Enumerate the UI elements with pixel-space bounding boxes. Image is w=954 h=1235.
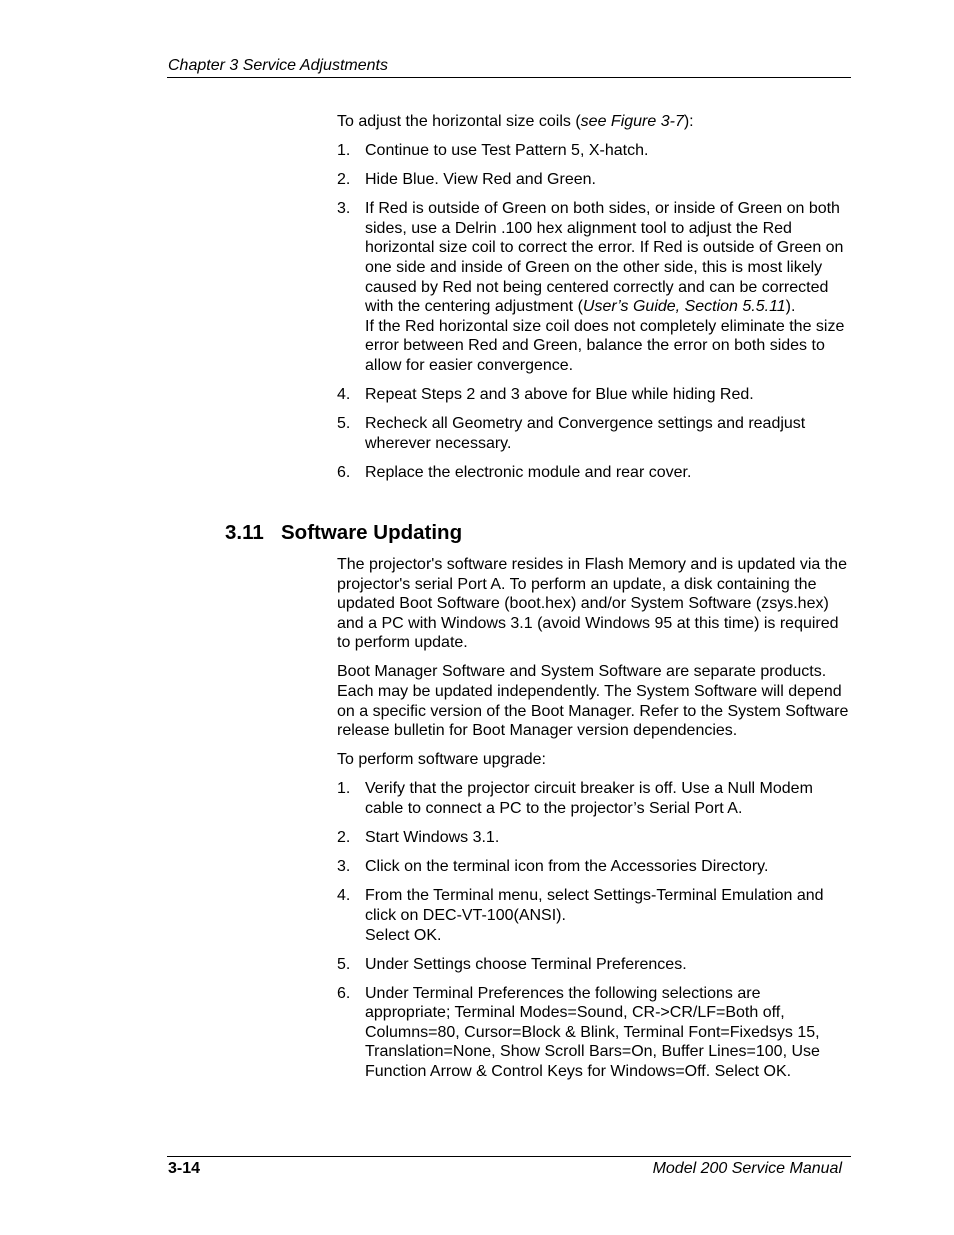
item-text: Under Terminal Preferences the following selections are appropriate; Terminal Modes=Sound, CR->CR/LF=Both off, Columns=80, Cursor=Block & Blink, Terminal Font=Fixedsys 15, Translation=None, Show Scroll Bars=On, Buffer Lines=100, Use Function Arrow & Control Keys for Windows=Off. Select OK.	[365, 984, 820, 1081]
page-number: 3-14	[168, 1160, 201, 1177]
item-number: 5.	[337, 955, 351, 973]
intro-text: To adjust the horizontal size coils (	[337, 113, 581, 130]
list-item	[337, 779, 849, 818]
item-text: Continue to use Test Pattern 5, X-hatch.	[365, 142, 649, 160]
list-item	[337, 385, 849, 405]
item-text: Replace the electronic module and rear cover.	[365, 463, 692, 481]
list-item	[337, 857, 849, 877]
section-number: 3.11	[225, 521, 264, 544]
item-number: 2.	[337, 829, 351, 847]
list-item	[337, 955, 849, 975]
header-rule	[167, 77, 851, 78]
paragraph: Boot Manager Software and System Software are separate products. Each may be updated independently. The System Software will depend on a specific version of the Boot Manager. Refer to the System Software release bulletin for Boot Manager version dependencies.	[337, 663, 849, 740]
item-number: 1.	[337, 142, 351, 160]
item-text: Repeat Steps 2 and 3 above for Blue while hiding Red.	[365, 386, 754, 404]
adjust-procedure	[337, 112, 849, 492]
item-text: Hide Blue. View Red and Green.	[365, 171, 596, 189]
section-title: Software Updating	[281, 521, 463, 544]
manual-title: Model 200 Service Manual	[652, 1160, 842, 1177]
users-guide-reference: User’s Guide, Section 5.5.11	[582, 298, 786, 316]
item-number: 6.	[337, 984, 351, 1002]
list-item	[337, 828, 849, 848]
figure-reference: see Figure 3-7	[580, 113, 684, 130]
item-text: Start Windows 3.1.	[365, 829, 500, 847]
list-item	[337, 170, 849, 190]
item-note: Select OK.	[365, 926, 442, 944]
item-number: 1.	[337, 780, 351, 798]
item-number: 4.	[337, 887, 351, 905]
item-text: Click on the terminal icon from the Accessories Directory.	[365, 858, 769, 876]
steps-list-b	[337, 779, 849, 1081]
item-text: From the Terminal menu, select Settings-Terminal Emulation and click on DEC-VT-100(ANSI).	[365, 887, 824, 924]
paragraph: The projector's software resides in Flash Memory and is updated via the projector's serial Port A. To perform an update, a disk containing the updated Boot Software (boot.hex) and/or System Software (zsys.hex) and a PC with Windows 3.1 (avoid Windows 95 at this time) is required to perform update.	[337, 556, 847, 652]
item-number: 2.	[337, 171, 351, 189]
list-item	[337, 886, 849, 945]
list-item	[337, 984, 849, 1082]
chapter-header: Chapter 3 Service Adjustments	[168, 57, 388, 74]
footer-rule	[167, 1156, 851, 1157]
intro-text-end: ):	[683, 113, 694, 130]
list-item	[337, 141, 849, 161]
item-text: Recheck all Geometry and Convergence settings and readjust wherever necessary.	[365, 415, 806, 452]
list-item	[337, 414, 849, 453]
list-item	[337, 463, 849, 483]
item-number: 6.	[337, 463, 351, 481]
item-text: Verify that the projector circuit breaker is off. Use a Null Modem cable to connect a PC to the projector’s Serial Port A.	[365, 780, 813, 818]
paragraph: To perform software upgrade:	[337, 751, 546, 769]
steps-list-a	[337, 141, 849, 482]
item-number: 3.	[337, 200, 351, 218]
item-number: 4.	[337, 386, 351, 404]
item-text-end: ).	[785, 298, 796, 316]
item-text: If Red is outside of Green on both sides, or inside of Green on both sides, use a Delrin .100 hex alignment tool to adjust the Red horizontal size coil to correct the error. If Red is outside of Green on one side and inside of Green on the other side, this is most likely caused by Red not being centered correctly and can be corrected with the centering adjustment (	[365, 200, 844, 316]
item-number: 5.	[337, 415, 351, 433]
intro-paragraph	[337, 112, 849, 132]
software-updating-section	[337, 555, 849, 1091]
section-heading	[225, 521, 462, 545]
item-note: If the Red horizontal size coil does not completely eliminate the size error between Red and Green, balance the error on both sides to allow for easier convergence.	[365, 317, 845, 375]
list-item	[337, 199, 849, 375]
item-number: 3.	[337, 858, 351, 876]
item-text: Under Settings choose Terminal Preferences.	[365, 955, 687, 973]
